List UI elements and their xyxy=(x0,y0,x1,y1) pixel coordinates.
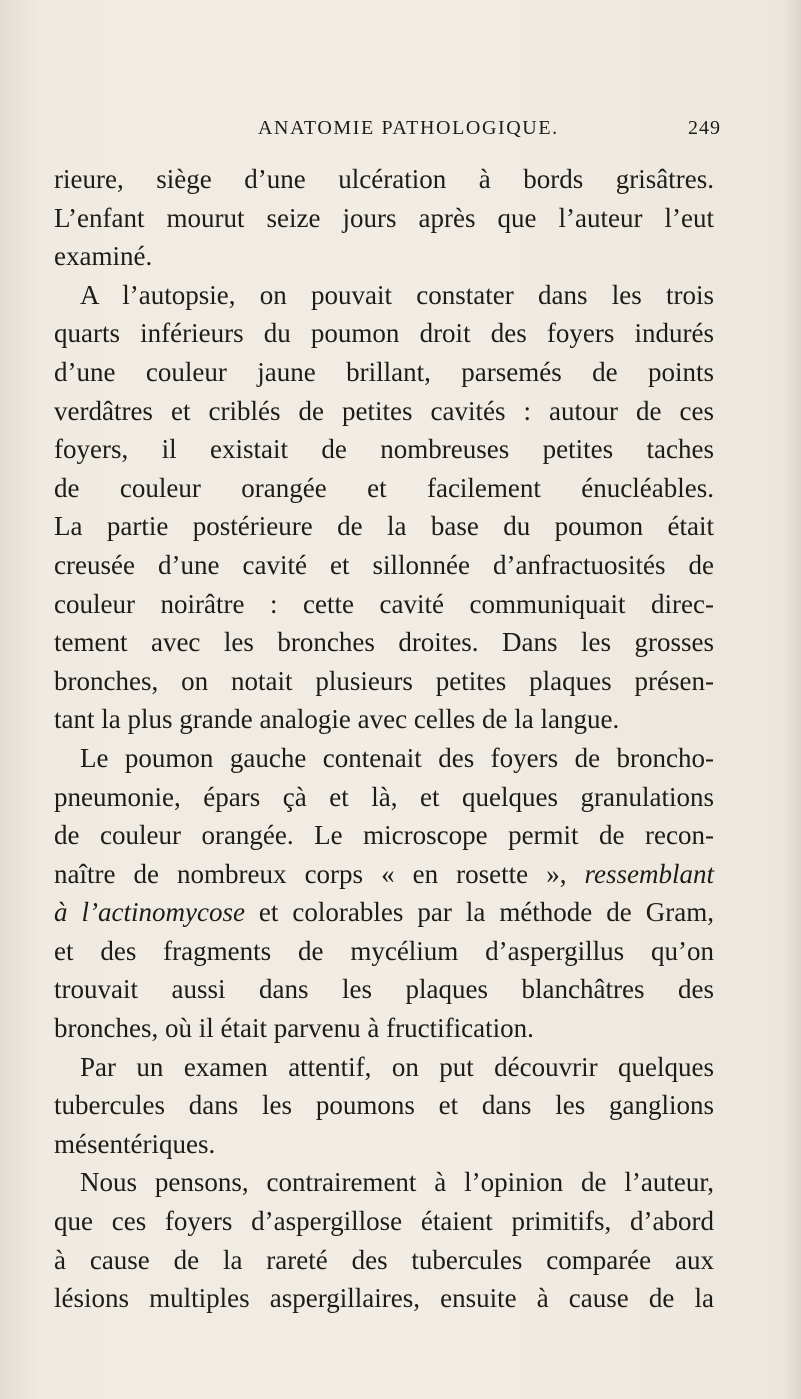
text-segment: et colorables par la méthode de Gram, xyxy=(244,897,714,928)
text-segment: naître de nombreux corps « en rosette », xyxy=(54,858,585,889)
text-line: rieure, siège d’une ulcération à bords grisâtres. xyxy=(54,164,714,194)
text-line: lésions multiples aspergillaires, ensuite à cause de la xyxy=(54,1283,714,1314)
text-line: pneumonie, épars çà et là, et quelques granulations xyxy=(54,781,714,812)
text-line: à cause de la rareté des tubercules comparée aux xyxy=(54,1244,714,1275)
paragraph-start-line: Nous pensons, contrairement à l’opinion de l’auteur, xyxy=(80,1167,714,1198)
text-line: mésentériques. xyxy=(54,1128,216,1159)
text-line: et des fragments de mycélium d’aspergillus qu’on xyxy=(54,935,714,966)
text-line: bronches, où il était parvenu à fructification. xyxy=(54,1013,534,1044)
text-line: que ces foyers d’aspergillose étaient primitifs, d’abord xyxy=(54,1206,714,1237)
body-text xyxy=(54,160,714,1318)
page-number: 249 xyxy=(688,117,721,139)
text-line-with-italic xyxy=(54,855,714,894)
text-line: trouvait aussi dans les plaques blanchâtres des xyxy=(54,974,714,1005)
text-line: de couleur orangée et facilement énucléables. xyxy=(54,472,714,503)
running-title: ANATOMIE PATHOLOGIQUE. xyxy=(258,117,559,139)
text-line-with-italic xyxy=(54,893,714,932)
text-line: creusée d’une cavité et sillonnée d’anfractuosités de xyxy=(54,549,714,580)
italic-term: à l’actinomycose xyxy=(54,897,245,928)
text-line: verdâtres et criblés de petites cavités : autour de ces xyxy=(54,395,714,426)
text-line: tant la plus grande analogie avec celles de la langue. xyxy=(54,704,620,735)
text-line: couleur noirâtre : cette cavité communiquait direc- xyxy=(54,588,714,619)
text-line: foyers, il existait de nombreuses petites taches xyxy=(54,434,714,465)
text-line: examiné. xyxy=(54,241,153,272)
text-line: bronches, on notait plusieurs petites plaques présen- xyxy=(54,665,714,696)
page-edge-shadow xyxy=(783,0,801,1399)
paragraph-start-line: A l’autopsie, on pouvait constater dans les trois xyxy=(80,279,714,310)
text-line: L’enfant mourut seize jours après que l’auteur l’eut xyxy=(54,202,714,233)
text-line: tement avec les bronches droites. Dans les grosses xyxy=(54,627,714,658)
paragraph-start-line: Par un examen attentif, on put découvrir quelques xyxy=(80,1051,714,1082)
text-line: tubercules dans les poumons et dans les ganglions xyxy=(54,1090,714,1121)
text-line: quarts inférieurs du poumon droit des foyers indurés xyxy=(54,318,714,349)
italic-term: ressemblant xyxy=(584,858,714,889)
paragraph-start-line: Le poumon gauche contenait des foyers de broncho- xyxy=(80,742,714,773)
page-header xyxy=(0,117,801,147)
text-line: La partie postérieure de la base du poumon était xyxy=(54,511,714,542)
text-line: d’une couleur jaune brillant, parsemés de points xyxy=(54,356,714,387)
text-line: de couleur orangée. Le microscope permit de recon- xyxy=(54,820,714,851)
